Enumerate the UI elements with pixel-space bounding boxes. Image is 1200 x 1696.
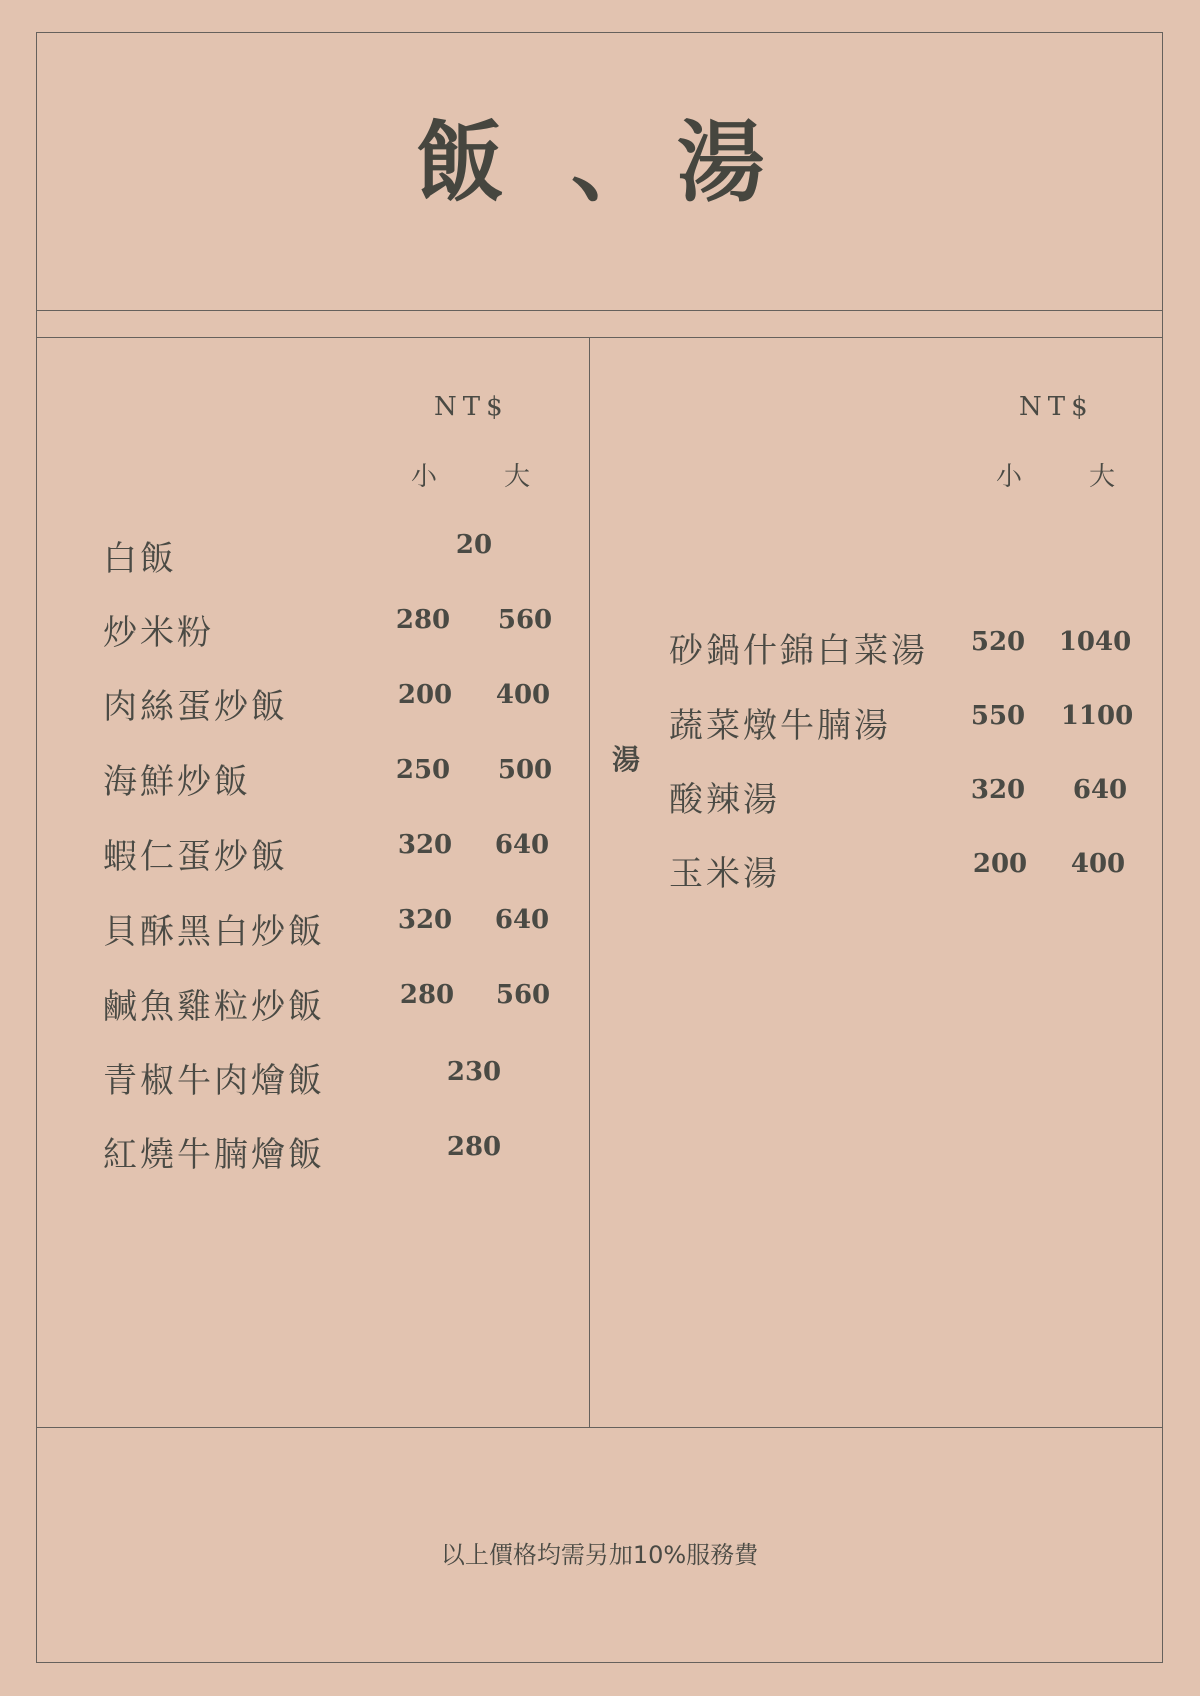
menu-item-price: 280 — [446, 1132, 502, 1162]
menu-item-name: 青椒牛肉燴飯 — [103, 1061, 325, 1101]
menu-item-price-large: 500 — [497, 755, 553, 785]
left-size-small-label: 小 — [411, 462, 438, 492]
menu-item-price-large: 400 — [1070, 849, 1126, 879]
column-divider — [589, 338, 590, 1427]
menu-item-price-large: 640 — [1072, 775, 1128, 805]
menu-item-name: 砂鍋什錦白菜湯 — [669, 631, 928, 671]
menu-item-price-large: 640 — [494, 905, 550, 935]
header-divider-top — [36, 310, 1163, 311]
soup-section-label: 湯 — [612, 743, 641, 776]
menu-item-name: 炒米粉 — [103, 613, 214, 653]
menu-item-price-small: 250 — [395, 755, 451, 785]
right-size-small-label: 小 — [996, 462, 1023, 492]
menu-item-price-small: 520 — [970, 627, 1026, 657]
menu-item-price-small: 200 — [397, 680, 453, 710]
menu-item-name: 玉米湯 — [669, 854, 780, 894]
menu-item-name: 貝酥黑白炒飯 — [103, 912, 325, 952]
menu-item-price-large: 560 — [497, 605, 553, 635]
menu-item-price-large: 1040 — [1058, 627, 1132, 657]
menu-item-price-large: 560 — [495, 980, 551, 1010]
menu-item-price-large: 1100 — [1060, 701, 1134, 731]
menu-item-price-small: 200 — [972, 849, 1028, 879]
header-divider-bottom — [36, 337, 1163, 338]
menu-item-name: 白飯 — [103, 539, 177, 579]
menu-item-price-small: 280 — [395, 605, 451, 635]
menu-item-name: 蔬菜燉牛腩湯 — [669, 706, 891, 746]
menu-item-price-small: 320 — [397, 830, 453, 860]
right-currency-label: NT$ — [1019, 392, 1094, 422]
service-charge-note: 以上價格均需另加10%服務費 — [440, 1541, 759, 1569]
menu-item-name: 蝦仁蛋炒飯 — [103, 837, 288, 877]
page-title: 飯 、湯 — [416, 111, 783, 214]
left-currency-label: NT$ — [434, 392, 509, 422]
menu-item-name: 酸辣湯 — [669, 780, 780, 820]
menu-item-price-small: 550 — [970, 701, 1026, 731]
left-size-large-label: 大 — [504, 462, 531, 492]
menu-item-price-small: 320 — [397, 905, 453, 935]
menu-item-name: 海鮮炒飯 — [103, 762, 251, 802]
menu-item-price-small: 320 — [970, 775, 1026, 805]
menu-item-price: 20 — [455, 530, 493, 560]
menu-item-price: 230 — [446, 1057, 502, 1087]
footer-divider — [36, 1427, 1163, 1428]
menu-item-price-large: 400 — [495, 680, 551, 710]
menu-item-name: 紅燒牛腩燴飯 — [103, 1135, 325, 1175]
menu-item-price-large: 640 — [494, 830, 550, 860]
menu-item-price-small: 280 — [399, 980, 455, 1010]
right-size-large-label: 大 — [1089, 462, 1116, 492]
menu-item-name: 肉絲蛋炒飯 — [103, 687, 288, 727]
menu-item-name: 鹹魚雞粒炒飯 — [103, 987, 325, 1027]
